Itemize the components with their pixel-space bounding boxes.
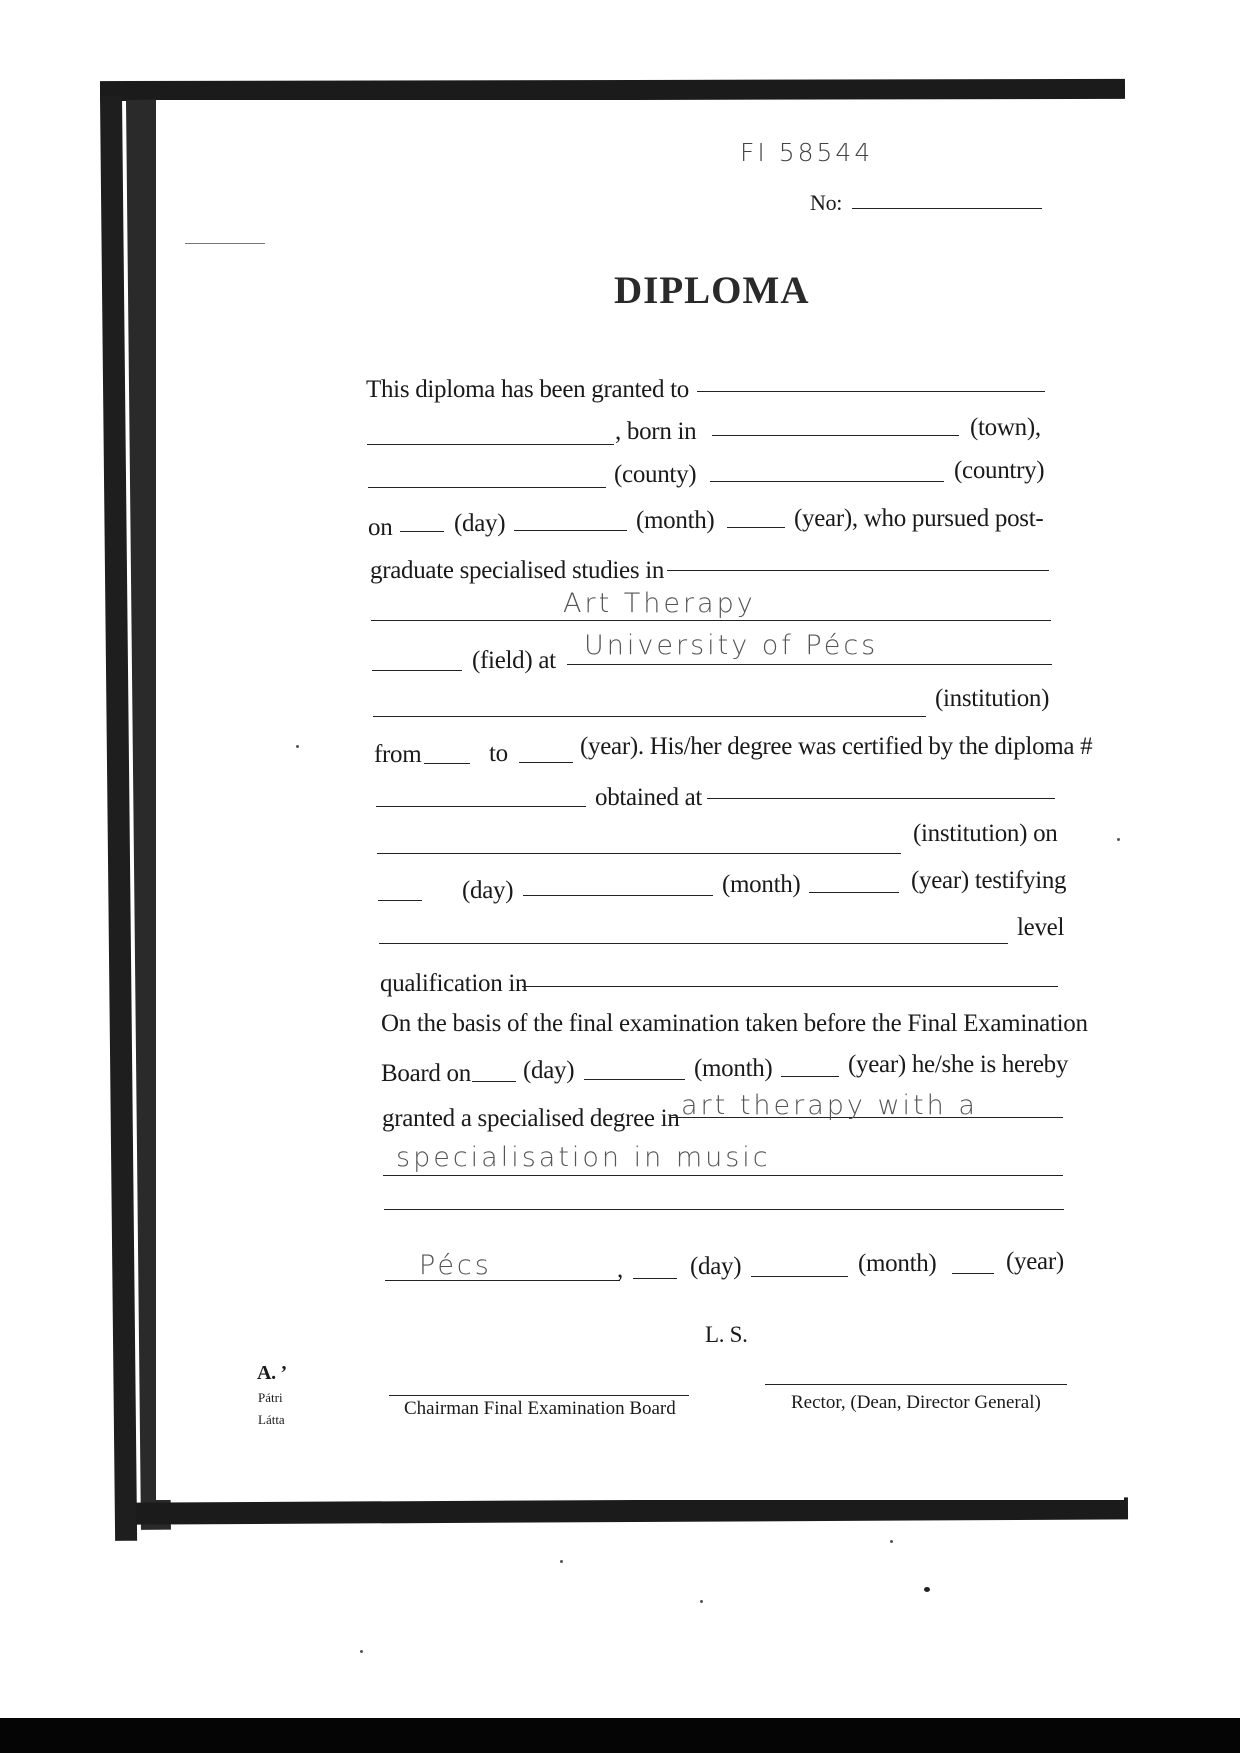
year-hereby-label: (year) he/she is hereby (848, 1051, 1069, 1078)
place-day-line (633, 1278, 677, 1279)
granted-to-label: This diploma has been granted to (366, 376, 689, 403)
board-day-label: (day) (523, 1057, 575, 1084)
degree-line-2 (383, 1175, 1063, 1176)
year-line-2 (809, 892, 899, 893)
rector-signature-line (765, 1384, 1067, 1385)
serial-number: FI 58544 (740, 138, 874, 167)
level-line (379, 943, 1008, 944)
county-label: (county) (614, 461, 697, 488)
qualification-line (522, 986, 1058, 987)
locus-sigilli: L. S. (705, 1322, 748, 1347)
recipient-name-line-2 (367, 444, 614, 445)
month-label: (month) (636, 507, 715, 534)
degree-value-line2: specialisation in music (396, 1142, 771, 1173)
year-certified-label: (year). His/her degree was certified by the diploma # (580, 733, 1093, 760)
margin-fragment-1: Pátri (258, 1390, 283, 1405)
chairman-label: Chairman Final Examination Board (404, 1398, 676, 1419)
born-in-label: , born in (615, 418, 697, 445)
month-label-2: (month) (722, 871, 801, 898)
field-of-study-value: Art Therapy (563, 588, 756, 619)
qualification-in-label: qualification in (380, 970, 528, 997)
scan-edge-dark (0, 1718, 1240, 1753)
to-year-line (519, 762, 573, 763)
rector-label: Rector, (Dean, Director General) (791, 1392, 1041, 1413)
from-year-line (424, 763, 470, 764)
day-label: (day) (454, 510, 506, 537)
board-day-line (472, 1081, 516, 1082)
country-label: (country) (954, 457, 1045, 484)
scan-speck (890, 1540, 893, 1543)
field-label: (field) at (472, 647, 556, 674)
graduate-label: graduate specialised studies in (370, 557, 665, 584)
year-who-label: (year), who pursued post- (794, 505, 1044, 532)
basis-label: On the basis of the final examination taken before the Final Examination (381, 1010, 1088, 1037)
board-year-line (781, 1076, 839, 1077)
scan-speck (360, 1650, 363, 1653)
studies-line-2 (371, 620, 1051, 621)
scan-speck (296, 745, 299, 748)
on-label: on (368, 514, 393, 541)
day-line-2 (378, 900, 422, 901)
day-line (400, 531, 444, 532)
scan-speck (1117, 838, 1120, 841)
margin-fragment-a: A. ’ (257, 1362, 287, 1384)
country-line (710, 481, 944, 482)
month-line-2 (523, 895, 713, 896)
town-label: (town), (970, 414, 1041, 441)
document-border-top (100, 79, 1125, 101)
place-year-line (952, 1273, 994, 1274)
year-testifying-label: (year) testifying (911, 867, 1067, 894)
diploma-number-line (376, 806, 586, 807)
margin-fragment-2: Látta (258, 1412, 285, 1427)
number-label: No: (810, 190, 843, 215)
place-day-label: (day) (690, 1253, 742, 1280)
scan-speck (700, 1600, 703, 1603)
granted-degree-label: granted a specialised degree in (382, 1105, 680, 1132)
studies-line (667, 570, 1049, 571)
institution-label: (institution) (935, 685, 1050, 712)
day-label-2: (day) (462, 877, 514, 904)
level-label: level (1017, 914, 1065, 941)
town-line (712, 435, 959, 436)
scan-speck (560, 1560, 563, 1563)
chairman-signature-line (389, 1395, 689, 1396)
month-line (514, 530, 627, 531)
year-line (727, 527, 785, 528)
scan-speck (924, 1587, 930, 1592)
institution-line-2 (373, 716, 926, 717)
institution-value: University of Pécs (584, 630, 879, 661)
place-comma: , (617, 1256, 623, 1283)
board-month-line (584, 1079, 685, 1080)
board-month-label: (month) (694, 1055, 773, 1082)
institution-line (567, 664, 1052, 665)
place-value: Pécs (419, 1250, 492, 1281)
obtained-at-line (707, 798, 1055, 799)
number-line (852, 208, 1042, 209)
degree-value-line1: art therapy with a (681, 1090, 978, 1121)
to-label: to (489, 740, 508, 767)
document-border-bottom (136, 1497, 1128, 1524)
place-year-label: (year) (1006, 1248, 1064, 1275)
place-month-line (751, 1276, 848, 1277)
board-on-label: Board on (381, 1060, 471, 1087)
page-title: DIPLOMA (614, 269, 810, 312)
recipient-name-line (697, 391, 1045, 392)
institution-line-3 (377, 853, 901, 854)
degree-line-3 (384, 1209, 1064, 1210)
obtained-at-label: obtained at (595, 784, 703, 811)
from-label: from (374, 741, 422, 768)
institution-on-label: (institution) on (913, 820, 1058, 847)
place-month-label: (month) (858, 1250, 937, 1277)
county-line (368, 487, 606, 488)
margin-mark (185, 243, 265, 244)
field-line (372, 670, 462, 671)
